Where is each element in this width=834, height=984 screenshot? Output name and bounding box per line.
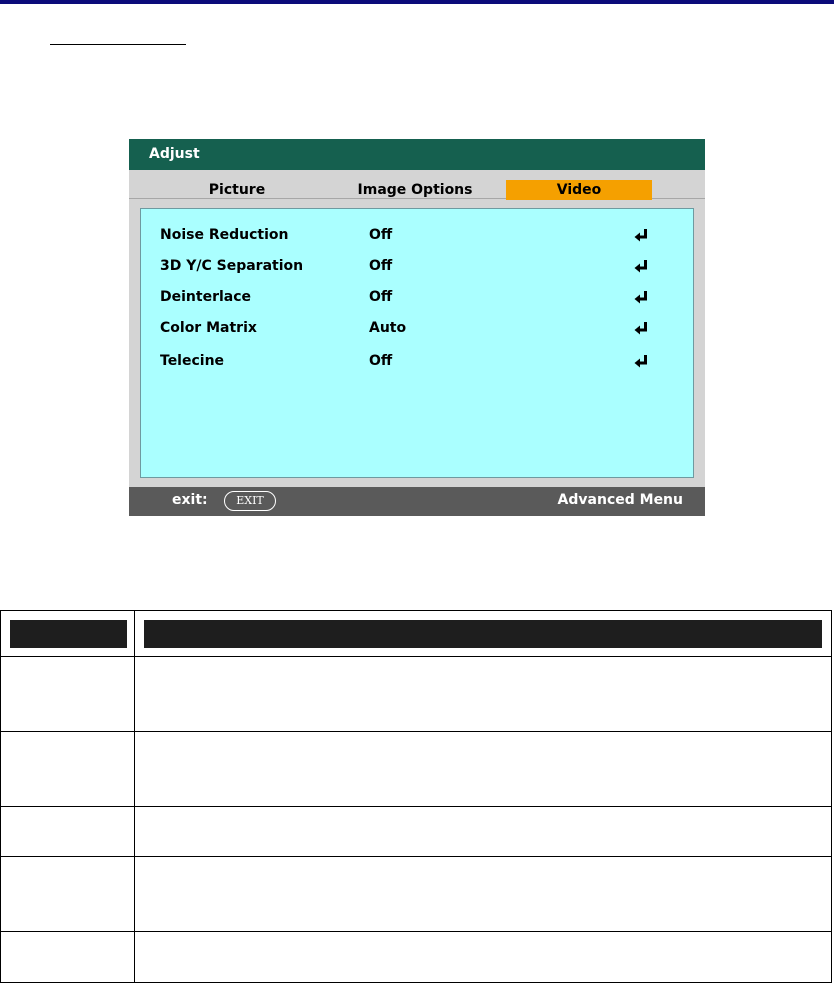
row-value: Off — [369, 289, 393, 305]
row-value: Off — [369, 258, 393, 274]
page-top-rule — [0, 0, 834, 4]
osd-adjust-menu — [129, 139, 705, 516]
row-value: Auto — [369, 320, 407, 336]
table-row-divider — [0, 806, 832, 807]
menu-row-color-matrix[interactable] — [160, 317, 680, 339]
table-border — [0, 610, 832, 983]
osd-video-panel — [140, 208, 694, 478]
settings-table — [0, 610, 832, 983]
section-heading-underline — [50, 44, 186, 45]
osd-title: Adjust — [129, 139, 705, 170]
row-label: Noise Reduction — [160, 227, 289, 243]
row-label: Deinterlace — [160, 289, 252, 305]
row-label: Telecine — [160, 353, 225, 369]
table-column-divider — [134, 610, 135, 983]
row-label: 3D Y/C Separation — [160, 258, 304, 274]
table-row-divider — [0, 856, 832, 857]
row-label: Color Matrix — [160, 320, 257, 336]
enter-icon[interactable] — [633, 288, 651, 306]
menu-row-deinterlace[interactable] — [160, 286, 680, 308]
advanced-menu-label: Advanced Menu — [557, 492, 683, 508]
tab-image-options[interactable]: Image Options — [357, 182, 473, 198]
tab-picture[interactable]: Picture — [208, 182, 266, 198]
row-value: Off — [369, 227, 393, 243]
table-header-cell-item — [10, 620, 127, 648]
menu-row-telecine[interactable] — [160, 350, 680, 372]
enter-icon[interactable] — [633, 226, 651, 244]
enter-icon[interactable] — [633, 319, 651, 337]
table-row-divider — [0, 731, 832, 732]
exit-key-button[interactable]: EXIT — [224, 491, 276, 511]
tab-video[interactable]: Video — [506, 180, 652, 200]
table-row-divider — [0, 931, 832, 932]
osd-tab-bar — [129, 170, 705, 199]
table-header-cell-description — [144, 620, 822, 648]
exit-label: exit: — [172, 492, 208, 508]
menu-row-noise-reduction[interactable] — [160, 224, 680, 246]
enter-icon[interactable] — [633, 352, 651, 370]
enter-icon[interactable] — [633, 257, 651, 275]
row-value: Off — [369, 353, 393, 369]
table-row-divider — [0, 656, 832, 657]
menu-row-3d-yc-separation[interactable] — [160, 255, 680, 277]
osd-footer — [129, 487, 705, 516]
